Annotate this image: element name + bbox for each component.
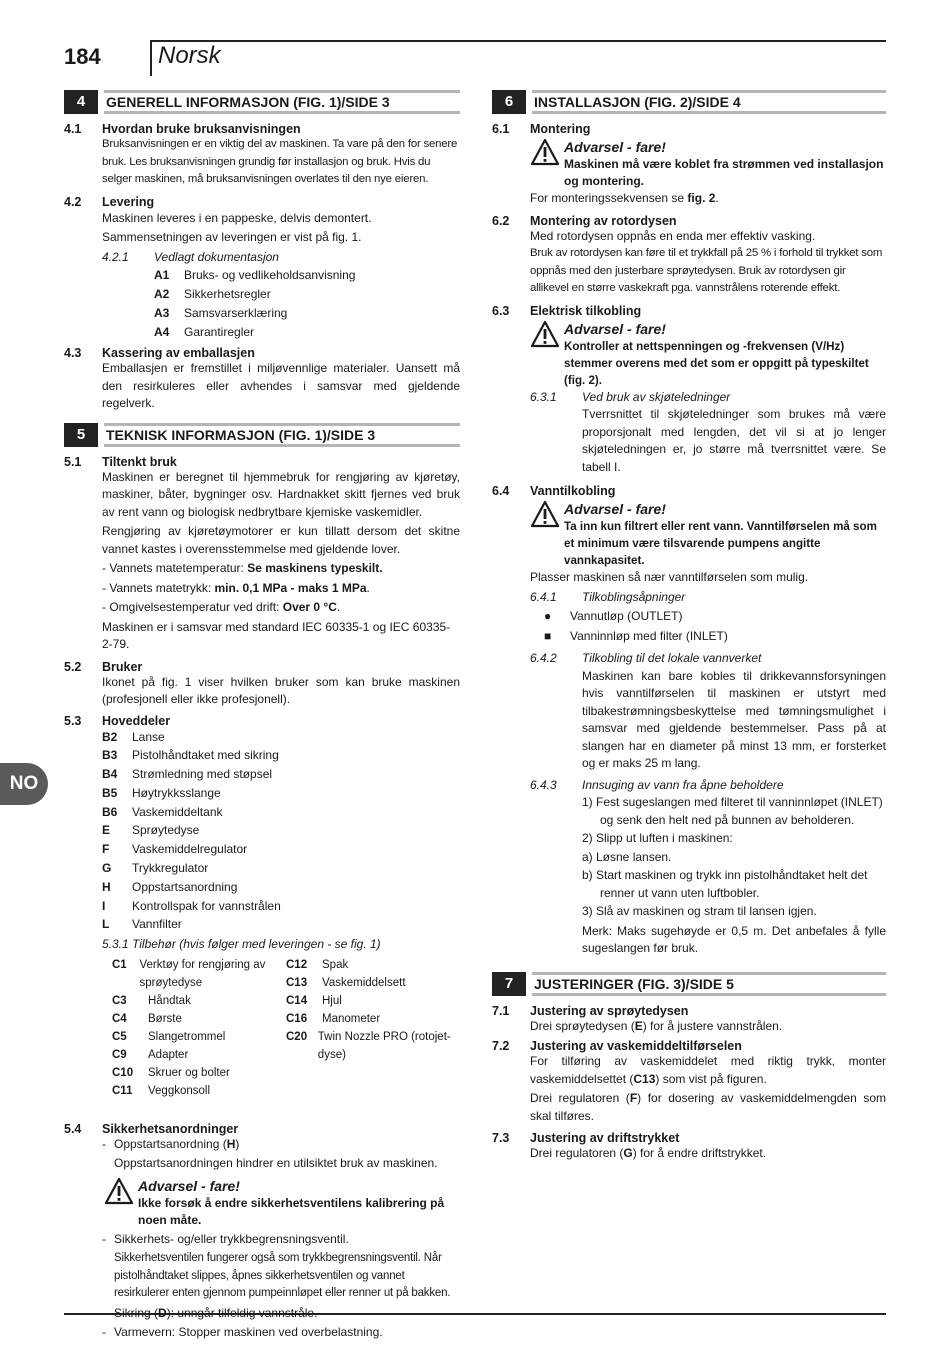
accessory-item xyxy=(286,974,460,992)
paragraph: Drei regulatoren (G) for å endre driftstrykket. xyxy=(530,1146,767,1160)
subsection-7-2: 7.2 Justering av vaskemiddeltilførselen xyxy=(492,1039,742,1053)
subsubsection-6-4-1: 6.4.1 Tilkoblingsåpninger xyxy=(530,589,686,604)
steps-list xyxy=(582,794,886,921)
accessory-item xyxy=(286,992,460,1010)
step-item: 2) Slipp ut luften i maskinen: xyxy=(582,831,733,845)
subsubsection-4-2-1: 4.2.1 Vedlagt dokumentasjon xyxy=(102,249,279,264)
part-item-label: Strømledning med støpsel xyxy=(132,767,273,782)
accessory-item-label: Børste xyxy=(148,1012,182,1025)
part-item-label: Kontrollspak for vannstrålen xyxy=(132,898,281,913)
accessory-item-key: C11 xyxy=(112,1084,133,1097)
accessory-item xyxy=(112,1082,286,1100)
doc-item-key: A4 xyxy=(154,325,170,339)
warning-triangle-icon xyxy=(530,138,560,166)
section-title: TEKNISK INFORMASJON (FIG. 1)/SIDE 3 xyxy=(104,423,460,447)
accessory-item-label: Veggkonsoll xyxy=(148,1084,211,1097)
part-item-label: Trykkregulator xyxy=(132,861,209,876)
subsection-6-1: 6.1 Montering xyxy=(492,122,591,136)
warning-box xyxy=(104,1177,460,1229)
part-item xyxy=(102,803,460,822)
accessory-item xyxy=(286,1028,460,1064)
subsection-6-2: 6.2 Montering av rotordysen xyxy=(492,213,677,228)
subsection-7-3: 7.3 Justering av driftstrykket xyxy=(492,1131,680,1145)
paragraph: Maskinen kan bare kobles til drikkevannsforsyningen hvis vanntilførselen til maskinen er utstyrt med tilbakestrømningsbeskyttelse med tømningsmulighet i samsvar med gjeldende bestemmelser. Pass på at slangen har en diameter på minst 13 mm, er forsterket og er maks 25 m lang. xyxy=(582,668,886,770)
accessory-item-label: Manometer xyxy=(322,1012,381,1025)
accessory-item-key: C1 xyxy=(112,958,127,971)
warning-triangle-icon xyxy=(530,320,560,348)
part-item xyxy=(102,784,460,803)
section-number: 6 xyxy=(492,90,526,114)
warning-triangle-icon xyxy=(104,1177,134,1205)
inlet-item: ■ Vanninnløp med filter (INLET) xyxy=(544,626,886,646)
paragraph: Maskinen leveres i en pappeske, delvis demontert. Sammensetningen av leveringen er vist på fig. 1. xyxy=(102,210,372,244)
accessory-item xyxy=(112,992,286,1010)
doc-item xyxy=(154,323,460,342)
safety-devices-continued: - Sikkerhets- og/eller trykkbegrensningsventil. Sikkerhetsventilen fungerer også som trykkbegrensningsventil. Når pistolhåndtaket slippes, åpnes sikkerhetsventilen og vannet resirkulerer enten gjennom pumpeinnløpet eller renner ut på bakken. - Sikring (D): unngår tilfeldig vannstråle. - Varmevern: Stopper maskinen ved overbelastning. xyxy=(102,1231,451,1340)
part-item xyxy=(102,878,460,897)
part-item xyxy=(102,765,460,784)
doc-item-label: Samsvarserklæring xyxy=(184,306,288,320)
accessory-item-label: Twin Nozzle PRO (rotojet-dyse) xyxy=(317,1030,451,1061)
subsubsection-6-3-1: 6.3.1 Ved bruk av skjøteledninger xyxy=(530,389,731,404)
paragraph: Plasser maskinen så nær vanntilførselen som mulig. xyxy=(530,570,809,584)
language-side-tab: NO xyxy=(0,763,48,805)
part-item-key: B6 xyxy=(102,804,118,819)
section-number: 4 xyxy=(64,90,98,114)
left-column xyxy=(64,90,460,1342)
accessory-item-key: C4 xyxy=(112,1012,127,1025)
subsection-5-3: 5.3 Hoveddeler xyxy=(64,713,171,728)
warning-title: Advarsel - fare! xyxy=(564,320,666,337)
accessory-item-label: Skruer og bolter xyxy=(148,1066,230,1079)
warning-box xyxy=(530,320,886,389)
subsection-4-2: 4.2 Levering xyxy=(64,194,155,209)
part-item-label: Sprøytedyse xyxy=(132,823,200,838)
part-item-key: B3 xyxy=(102,748,118,763)
warning-text: Kontroller at nettspenningen og -frekvensen (V/Hz) stemmer overens med det som er oppgitt på typeskiltet (fig. 2). xyxy=(564,339,869,387)
part-item-label: Vaskemiddelregulator xyxy=(132,842,248,857)
accessory-item xyxy=(112,1010,286,1028)
doc-item-key: A1 xyxy=(154,268,170,282)
part-item-label: Vaskemiddeltank xyxy=(132,804,223,819)
part-item xyxy=(102,746,460,765)
doc-item-label: Garantiregler xyxy=(184,325,255,339)
subsection-4-1: 4.1 Hvordan bruke bruksanvisningen xyxy=(64,122,301,136)
doc-item xyxy=(154,304,460,323)
part-item-key: B5 xyxy=(102,785,118,800)
right-column xyxy=(492,90,886,1163)
accessory-item-key: C14 xyxy=(286,994,308,1007)
subsection-5-4: 5.4 Sikkerhetsanordninger xyxy=(64,1121,239,1136)
subsection-4-3: 4.3 Kassering av emballasjen xyxy=(64,346,255,360)
paragraph: Tverrsnittet til skjøteledninger som brukes må være proporsjonalt med lengden, det vil si at jo lenger skjøteledningen er, jo større må tverrsnittet være. Se tabell I. xyxy=(582,407,886,474)
section-5-header xyxy=(64,423,460,447)
paragraph: Emballasjen er fremstillet i miljøvennlige materialer. Uansett må den resirkuleres eller avhendes i samsvar med gjeldende regelverk. xyxy=(102,361,460,410)
part-item-label: Vannfilter xyxy=(132,917,182,932)
paragraph: Ikonet på fig. 1 viser hvilken bruker som kan bruke maskinen (profesjonell eller ikke profesjonell). xyxy=(102,674,460,706)
doc-item-key: A2 xyxy=(154,287,170,301)
note: Merk: Maks sugehøyde er 0,5 m. Det anbefales å fylle sugeslangen før bruk. xyxy=(582,923,886,955)
header-divider xyxy=(150,40,152,76)
subsection-6-4: 6.4 Vanntilkobling xyxy=(492,484,616,498)
accessory-item xyxy=(112,1028,286,1046)
paragraph: For tilføring av vaskemiddelet med riktig trykk, monter vaskemiddelsettet (C13) som vist på figuren. Drei regulatoren (F) for dosering av vaskemiddelmengden som skal tilføres. xyxy=(530,1054,887,1123)
warning-title: Advarsel - fare! xyxy=(138,1177,240,1194)
warning-text: Maskinen må være koblet fra strømmen ved installasjon og montering. xyxy=(564,157,884,188)
accessory-item-label: Vaskemiddelsett xyxy=(322,976,406,989)
accessories-right xyxy=(286,956,460,1100)
part-item xyxy=(102,821,460,840)
part-item-key: H xyxy=(102,879,111,894)
accessory-item-label: Håndtak xyxy=(148,994,191,1007)
paragraph: Maskinen er beregnet til hjemmebruk for rengjøring av kjøretøy, maskiner, båter, bygninger osv. Hardnakket skitt fjernes ved bruk av rent vann og biologisk nedbrytbare kjemiske vaskemidler. Rengjøring av kjøretøymotorer er kun tillatt dersom det skitne vannet kastes i overensstemmelse med gjeldende lover. - Vannets matetemperatur: Se maskinens typeskilt. - Vannets matetrykk: min. 0,1 MPa - maks 1 MPa. - Omgivelsestemperatur ved drift: Over 0 °C. Maskinen er i samsvar med standard IEC 60335-1 og IEC 60335-2-79. xyxy=(102,469,460,651)
page-number: 184 xyxy=(64,44,101,69)
subsection-7-1: 7.1 Justering av sprøytedysen xyxy=(492,1003,689,1018)
section-number: 7 xyxy=(492,972,526,996)
warning-text: Ikke forsøk å endre sikkerhetsventilens kalibrering på noen måte. xyxy=(138,1195,445,1227)
section-title: GENERELL INFORMASJON (FIG. 1)/SIDE 3 xyxy=(104,90,460,114)
paragraph: Med rotordysen oppnås en enda mer effektiv vasking. Bruk av rotordysen kan føre til et trykkfall på 25 % i forhold til trykket som oppnås med den justerbare sprøytedysen. Bruk av rotordysen gir allikevel en større vaskekraft pga. vannstrålens roterende effekt. xyxy=(530,228,883,294)
accessories-list xyxy=(112,956,460,1100)
part-item-key: B2 xyxy=(102,729,118,744)
part-item-key: I xyxy=(102,898,106,913)
warning-title: Advarsel - fare! xyxy=(564,501,666,517)
part-item xyxy=(102,840,460,859)
subsection-5-2: 5.2 Bruker xyxy=(64,659,143,674)
accessory-item-key: C10 xyxy=(112,1066,134,1079)
warning-title: Advarsel - fare! xyxy=(564,139,666,155)
square-bullet-icon: ■ xyxy=(544,629,552,643)
circle-bullet-icon: ● xyxy=(544,609,552,623)
accessory-item-label: Adapter xyxy=(148,1048,189,1061)
accessory-item xyxy=(286,956,460,974)
part-item-key: L xyxy=(102,917,110,932)
accessory-item-key: C12 xyxy=(286,958,308,971)
subsubsection-6-4-3: 6.4.3 Innsuging av vann fra åpne beholdere xyxy=(530,777,784,792)
subsection-6-3: 6.3 Elektrisk tilkobling xyxy=(492,303,642,318)
step-item: 3) Slå av maskinen og stram til lansen igjen. xyxy=(582,904,817,918)
doc-item xyxy=(154,285,460,304)
documentation-list xyxy=(154,266,460,342)
accessory-item-key: C16 xyxy=(286,1012,308,1025)
warning-box xyxy=(530,138,886,190)
language-title: Norsk xyxy=(158,42,221,69)
part-item xyxy=(102,915,460,934)
part-item xyxy=(102,728,460,747)
part-item xyxy=(102,897,460,916)
part-item-label: Pistolhåndtaket med sikring xyxy=(132,748,279,763)
section-7-header xyxy=(492,972,886,996)
accessory-item-label: Verktøy for rengjøring av sprøytedyse xyxy=(139,958,266,989)
part-item xyxy=(102,859,460,878)
subsection-5-1: 5.1 Tiltenkt bruk xyxy=(64,454,177,469)
accessory-item xyxy=(112,1064,286,1082)
accessory-item-label: Spak xyxy=(322,958,349,971)
section-number: 5 xyxy=(64,423,98,447)
accessory-item-key: C3 xyxy=(112,994,127,1007)
accessory-item-key: C5 xyxy=(112,1030,127,1043)
accessory-item-key: C13 xyxy=(286,976,308,989)
doc-item xyxy=(154,266,460,285)
main-parts-list xyxy=(102,728,460,935)
paragraph: Drei sprøytedysen (E) for å justere vannstrålen. xyxy=(530,1018,783,1033)
paragraph: Bruksanvisningen er en viktig del av maskinen. Ta vare på den for senere bruk. Les bruksanvisningen grundig før installasjon og bruk. Hvis du selger maskinen, må bruksanvisningen overlates til den nye eieren. xyxy=(102,138,458,185)
paragraph: For monteringssekvensen se fig. 2. xyxy=(530,191,719,205)
warning-box xyxy=(530,500,886,569)
accessory-item xyxy=(112,956,286,992)
accessory-item-label: Hjul xyxy=(322,994,342,1007)
doc-item-label: Bruks- og vedlikeholdsanvisning xyxy=(184,268,356,282)
part-item-key: G xyxy=(102,861,112,876)
step-item: b) Start maskinen og trykk inn pistolhåndtaket helt det renner ut vann uten luftbobler. xyxy=(582,868,868,900)
part-item-key: B4 xyxy=(102,767,118,782)
section-6-header xyxy=(492,90,886,114)
part-item-label: Høytrykksslange xyxy=(132,785,221,800)
header-rule xyxy=(150,40,886,42)
safety-devices: - Oppstartsanordning (H) Oppstartsanordningen hindrer en utilsiktet bruk av maskinen. xyxy=(102,1136,438,1171)
accessory-item-key: C20 xyxy=(286,1030,308,1043)
step-item: 1) Fest sugeslangen med filteret til vanninnløpet (INLET) og senk den helt ned på bunnen av beholderen. xyxy=(582,795,883,827)
accessory-item xyxy=(286,1010,460,1028)
part-item-key: E xyxy=(102,823,111,838)
part-item-label: Oppstartsanordning xyxy=(132,879,238,894)
accessory-item xyxy=(112,1046,286,1064)
doc-item-label: Sikkerhetsregler xyxy=(184,287,271,301)
section-4-header xyxy=(64,90,460,114)
part-item-key: F xyxy=(102,842,110,857)
subsubsection-6-4-2: 6.4.2 Tilkobling til det lokale vannverket xyxy=(530,651,762,665)
section-title: INSTALLASJON (FIG. 2)/SIDE 4 xyxy=(532,90,886,114)
part-item-label: Lanse xyxy=(132,729,165,744)
section-title: JUSTERINGER (FIG. 3)/SIDE 5 xyxy=(532,972,886,996)
warning-triangle-icon xyxy=(530,500,560,528)
subsubsection-5-3-1: 5.3.1 Tilbehør (hvis følger med leveringen - se fig. 1) xyxy=(102,937,381,952)
step-item: a) Løsne lansen. xyxy=(582,849,672,864)
warning-text: Ta inn kun filtrert eller rent vann. Vanntilførselen må som et minimum være tilsvarende pumpens angitte vannkapasitet. xyxy=(564,520,877,567)
accessory-item-key: C9 xyxy=(112,1048,127,1061)
accessory-item-label: Slangetrommel xyxy=(148,1030,226,1043)
doc-item-key: A3 xyxy=(154,306,170,320)
outlet-item: ● Vannutløp (OUTLET) xyxy=(544,606,886,626)
accessories-left xyxy=(112,956,286,1100)
